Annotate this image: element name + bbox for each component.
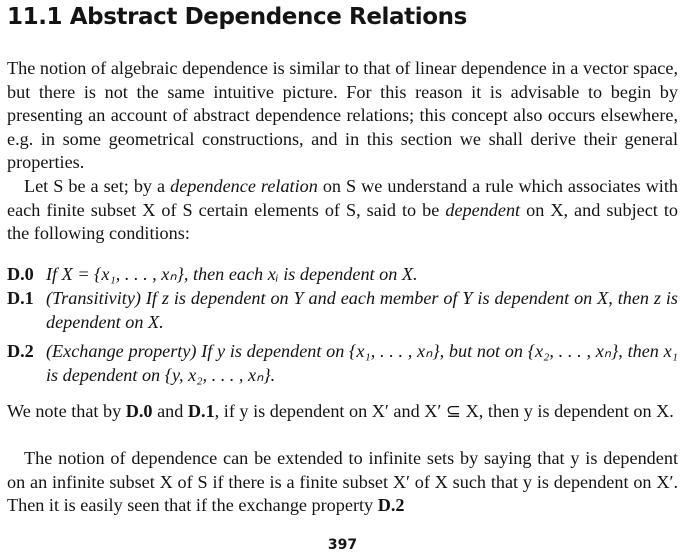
- paragraph-note: [7, 400, 678, 424]
- definition-text-2: on S we understand a rule which associates with each finite subset X of S certain elements of S, said to be: [7, 176, 678, 220]
- term-dependence-relation: dependence relation: [170, 176, 318, 196]
- condition-label: D.0: [7, 264, 34, 284]
- condition-d1: [7, 287, 678, 334]
- condition-d2: [7, 340, 678, 387]
- section-title: 11.1 Abstract Dependence Relations: [7, 4, 467, 30]
- ref-d0: D.0: [125, 401, 153, 421]
- paragraph-infinite-sets: [7, 447, 678, 518]
- condition-label: D.1: [7, 288, 34, 308]
- term-dependent: dependent: [445, 199, 521, 220]
- condition-text: (Exchange property) If y is dependent on {x₁, . . . , xₙ}, but not on {x₂, . . . , xₙ}, then x₁ is dependent on {y, x₂, . . . , xₙ}.: [46, 341, 678, 385]
- condition-text: If X = {x₁, . . . , xₙ}, then each xᵢ is dependent on X.: [46, 264, 418, 284]
- note-text-1: We note that by: [7, 401, 126, 421]
- page-number: 397: [327, 537, 358, 553]
- paragraph-intro: The notion of algebraic dependence is similar to that of linear dependence in a vector space, but there is not the same intuitive picture. For this reason it is advisable to begin by presenting an account of abstract dependence relations; this concept also occurs elsewhere, e.g. in some geometrical constructions, and in this section we shall derive their general properties.: [7, 58, 678, 172]
- note-text-3: , if y is dependent on X′ and X′ ⊆ X, then y is dependent on X.: [214, 401, 674, 421]
- definition-text-1: Let S be a set; by a: [24, 176, 171, 196]
- note-text-2: and: [152, 401, 188, 421]
- ref-d1: D.1: [187, 401, 215, 421]
- ref-d2: D.2: [377, 495, 405, 515]
- infinite-text: The notion of dependence can be extended to infinite sets by saying that y is dependent on an infinite subset X of S if there is a finite subset X′ of X such that y is dependent on X′. Then it is easily seen that if the exchange property: [7, 448, 678, 515]
- condition-text: (Transitivity) If z is dependent on Y and each member of Y is dependent on X, then z is dependent on X.: [46, 288, 678, 332]
- condition-d0: [7, 263, 678, 287]
- condition-label: D.2: [7, 341, 34, 361]
- paragraph-definition: [7, 175, 678, 246]
- definition-text-3: on X, and subject to the following conditions:: [7, 199, 678, 243]
